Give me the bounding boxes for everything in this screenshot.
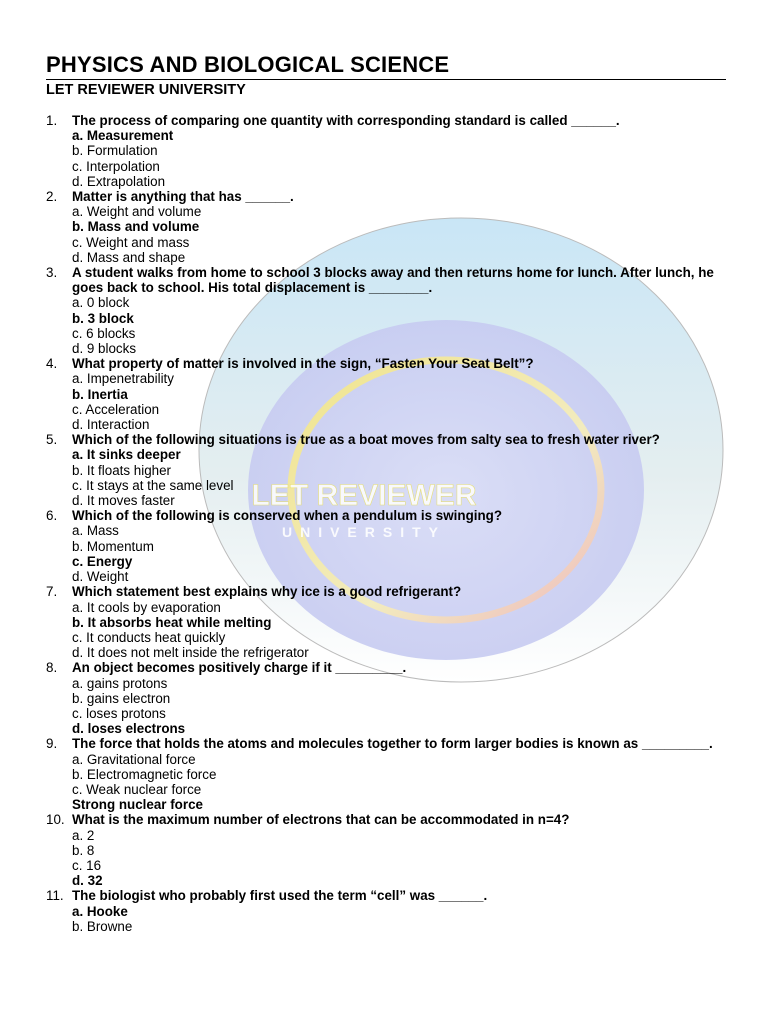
answer-option: b. Browne bbox=[72, 918, 133, 934]
question-number: 3. bbox=[46, 265, 58, 281]
question-number: 7. bbox=[46, 584, 58, 600]
answer-option: b. It floats higher bbox=[72, 462, 171, 478]
question-item bbox=[46, 432, 726, 508]
question-item bbox=[46, 584, 726, 660]
answer-option: b. Formulation bbox=[72, 143, 158, 159]
answer-option: a. It cools by evaporation bbox=[72, 599, 221, 615]
question-text: Which of the following situations is true as a boat moves from salty sea to fresh water river? bbox=[72, 432, 660, 448]
answer-option: d. Extrapolation bbox=[72, 173, 166, 189]
answer-option: b. Mass and volume bbox=[72, 219, 200, 235]
question-text: Matter is anything that has ______. bbox=[72, 189, 294, 205]
question-item bbox=[46, 660, 726, 736]
question-text: An object becomes positively charge if it _________. bbox=[72, 660, 407, 676]
question-number: 2. bbox=[46, 189, 58, 205]
answer-option: a. Weight and volume bbox=[72, 204, 202, 220]
question-item bbox=[46, 888, 726, 934]
answer-option: a. gains protons bbox=[72, 675, 168, 691]
answer-option: d. loses electrons bbox=[72, 721, 186, 737]
answer-option: Strong nuclear force bbox=[72, 797, 203, 813]
answer-option: d. 32 bbox=[72, 873, 103, 889]
document-title: PHYSICS AND BIOLOGICAL SCIENCE bbox=[46, 52, 450, 77]
answer-option: b. 3 block bbox=[72, 310, 134, 326]
question-text: The process of comparing one quantity with corresponding standard is called ______. bbox=[72, 113, 620, 128]
question-number: 4. bbox=[46, 356, 58, 372]
answer-option: d. It moves faster bbox=[72, 493, 175, 509]
question-list bbox=[46, 113, 726, 934]
question-number: 9. bbox=[46, 736, 58, 752]
title-divider bbox=[46, 79, 726, 80]
answer-option: b. Electromagnetic force bbox=[72, 766, 217, 782]
question-number: 1. bbox=[46, 113, 58, 128]
question-item bbox=[46, 812, 726, 888]
answer-option: b. Momentum bbox=[72, 538, 154, 554]
answer-option: b. 8 bbox=[72, 842, 95, 858]
question-text: What is the maximum number of electrons that can be accommodated in n=4? bbox=[72, 812, 570, 828]
answer-option: c. It conducts heat quickly bbox=[72, 629, 226, 645]
answer-option: c. 16 bbox=[72, 857, 102, 873]
question-number: 11. bbox=[46, 888, 64, 904]
answer-option: c. 6 blocks bbox=[72, 325, 136, 341]
answer-option: b. It absorbs heat while melting bbox=[72, 614, 272, 630]
answer-option: a. Hooke bbox=[72, 903, 128, 919]
question-text: The force that holds the atoms and molecules together to form larger bodies is known as _________. bbox=[72, 736, 713, 752]
watermark-text-sub: UNIVERSITY bbox=[281, 524, 447, 540]
answer-option: a. Gravitational force bbox=[72, 751, 196, 767]
question-item bbox=[46, 265, 726, 356]
answer-option: a. It sinks deeper bbox=[72, 447, 181, 463]
question-text: A student walks from home to school 3 blocks away and then returns home for lunch. After lunch, he goes back to school. His total displacement is ________. bbox=[72, 265, 714, 296]
answer-option: c. Interpolation bbox=[72, 158, 160, 174]
answer-option: a. 0 block bbox=[72, 295, 130, 311]
question-item bbox=[46, 113, 726, 189]
question-text: The biologist who probably first used the term “cell” was ______. bbox=[72, 888, 488, 904]
answer-option: c. It stays at the same level bbox=[72, 477, 234, 493]
answer-option: a. 2 bbox=[72, 827, 95, 843]
answer-option: b. gains electron bbox=[72, 690, 171, 706]
question-item bbox=[46, 736, 726, 812]
answer-option: b. Inertia bbox=[72, 386, 128, 402]
answer-option: c. Acceleration bbox=[72, 401, 160, 417]
answer-option: d. It does not melt inside the refrigerator bbox=[72, 645, 309, 661]
question-item bbox=[46, 508, 726, 584]
answer-option: c. loses protons bbox=[72, 705, 166, 721]
answer-option: a. Measurement bbox=[72, 128, 174, 144]
question-number: 8. bbox=[46, 660, 58, 676]
question-text: What property of matter is involved in the sign, “Fasten Your Seat Belt”? bbox=[72, 356, 534, 372]
answer-option: d. 9 blocks bbox=[72, 341, 137, 357]
question-item bbox=[46, 189, 726, 265]
document-subtitle: LET REVIEWER UNIVERSITY bbox=[46, 82, 246, 98]
question-number: 5. bbox=[46, 432, 58, 448]
answer-option: d. Interaction bbox=[72, 417, 150, 433]
question-text: Which of the following is conserved when a pendulum is swinging? bbox=[72, 508, 503, 524]
watermark-text-main: LET REVIEWER bbox=[251, 479, 477, 512]
answer-option: c. Weight and mass bbox=[72, 234, 190, 250]
question-text: Which statement best explains why ice is a good refrigerant? bbox=[72, 584, 462, 600]
answer-option: a. Impenetrability bbox=[72, 371, 174, 387]
question-item bbox=[46, 356, 726, 432]
answer-option: a. Mass bbox=[72, 523, 119, 539]
answer-option: c. Energy bbox=[72, 553, 133, 569]
answer-option: c. Weak nuclear force bbox=[72, 781, 202, 797]
question-number: 10. bbox=[46, 812, 65, 828]
question-number: 6. bbox=[46, 508, 58, 524]
answer-option: d. Mass and shape bbox=[72, 249, 186, 265]
answer-option: d. Weight bbox=[72, 569, 129, 585]
